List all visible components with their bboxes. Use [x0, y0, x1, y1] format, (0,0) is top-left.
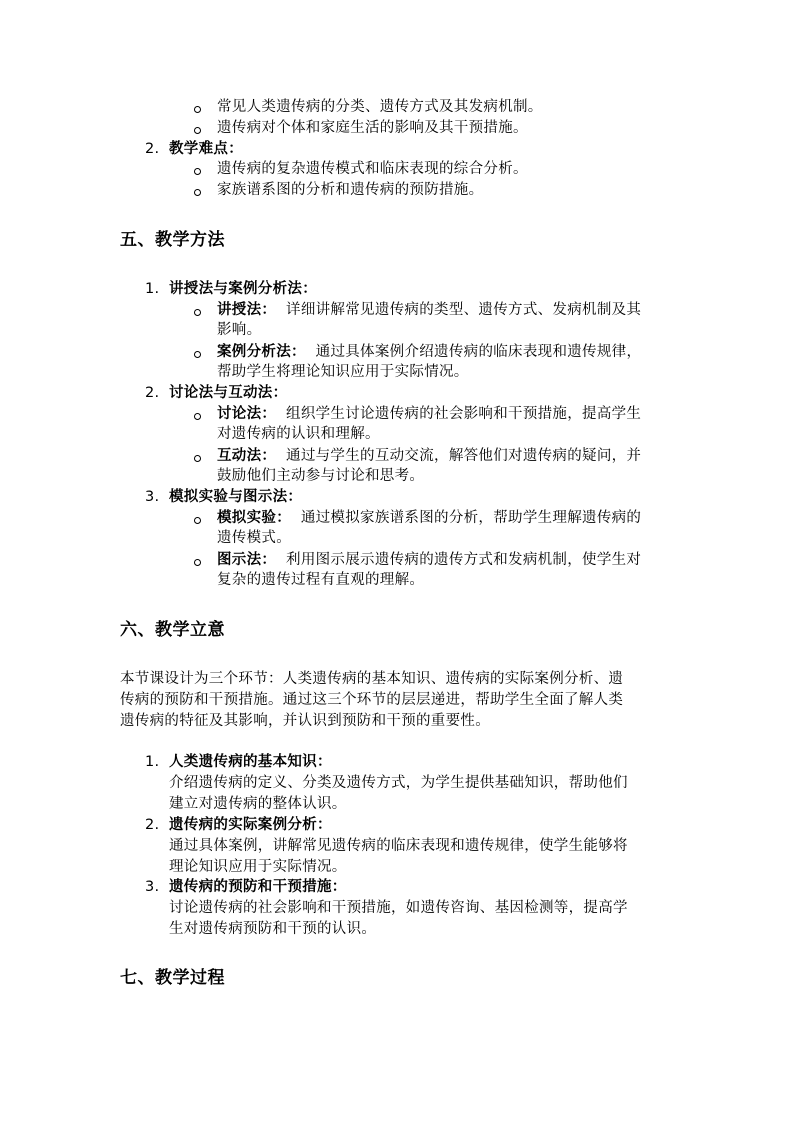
bullet-circle-icon: [194, 559, 201, 566]
method-sub-item: [217, 508, 641, 528]
method-sub-text: 对遗传病的认识和理解。: [217, 426, 380, 442]
list-number: 3.: [145, 879, 160, 895]
method-sub-item: [217, 550, 641, 570]
difficulty-bullet: 遗传病的复杂遗传模式和临床表现的综合分析。: [217, 161, 528, 177]
stage-text: 通过具体案例，讲解常见遗传病的临床表现和遗传规律，使学生能够将: [169, 838, 628, 854]
difficulties-label: 教学难点：: [169, 141, 243, 157]
stage-text: 建立对遗传病的整体认识。: [169, 796, 347, 812]
method-sub-term: 讨论法：: [217, 406, 277, 422]
bullet-circle-icon: [194, 168, 201, 175]
paragraph-line: 传病的预防和干预措施。通过这三个环节的层层递进，帮助学生全面了解人类: [120, 692, 624, 708]
method-sub-term: 图示法：: [217, 552, 277, 568]
paragraph-line: 遗传病的特征及其影响，并认识到预防和干预的重要性。: [120, 713, 490, 729]
method-sub-text: 通过与学生的互动交流，解答他们对遗传病的疑问，并: [286, 448, 642, 464]
method-sub-term: 模拟实验：: [217, 510, 291, 526]
difficulty-bullet: 家族谱系图的分析和遗传病的预防措施。: [217, 182, 484, 198]
bullet-circle-icon: [194, 455, 201, 462]
stage-label: 人类遗传病的基本知识：: [169, 754, 332, 770]
section-heading: 六、教学立意: [120, 620, 225, 640]
method-sub-text: 遗传模式。: [217, 530, 291, 546]
key-point-bullet: 常见人类遗传病的分类、遗传方式及其发病机制。: [217, 99, 543, 115]
method-sub-text: 影响。: [217, 322, 262, 338]
list-number: 1.: [145, 754, 160, 770]
bullet-circle-icon: [194, 127, 201, 134]
list-number: 2.: [145, 817, 160, 833]
list-number: 1.: [145, 281, 160, 297]
section-heading: 五、教学方法: [120, 230, 225, 250]
method-sub-text: 鼓励他们主动参与讨论和思考。: [217, 468, 425, 484]
bullet-circle-icon: [194, 413, 201, 420]
list-number: 3.: [145, 489, 160, 505]
bullet-circle-icon: [194, 309, 201, 316]
method-sub-text: 组织学生讨论遗传病的社会影响和干预措施，提高学生: [286, 406, 642, 422]
method-label: 讨论法与互动法：: [169, 385, 288, 401]
stage-label: 遗传病的实际案例分析：: [169, 817, 332, 833]
method-sub-term: 互动法：: [217, 448, 277, 464]
stage-text: 理论知识应用于实际情况。: [169, 859, 347, 875]
bullet-circle-icon: [194, 517, 201, 524]
method-label: 模拟实验与图示法：: [169, 489, 303, 505]
bullet-circle-icon: [194, 189, 201, 196]
bullet-circle-icon: [194, 351, 201, 358]
stage-text: 介绍遗传病的定义、分类及遗传方式，为学生提供基础知识，帮助他们: [169, 775, 628, 791]
section-heading: 七、教学过程: [120, 968, 225, 988]
key-point-bullet: 遗传病对个体和家庭生活的影响及其干预措施。: [217, 120, 528, 136]
stage-label: 遗传病的预防和干预措施：: [169, 879, 347, 895]
stage-text: 生对遗传病预防和干预的认识。: [169, 921, 377, 937]
method-label: 讲授法与案例分析法：: [169, 281, 317, 297]
method-sub-item: [217, 300, 641, 320]
method-sub-text: 利用图示展示遗传病的遗传方式和发病机制，使学生对: [286, 552, 642, 568]
paragraph-line: 本节课设计为三个环节：人类遗传病的基本知识、遗传病的实际案例分析、遗: [120, 671, 624, 687]
list-number: 2.: [145, 141, 160, 157]
list-number: 2.: [145, 385, 160, 401]
method-sub-text: 通过模拟家族谱系图的分析，帮助学生理解遗传病的: [300, 510, 642, 526]
method-sub-term: 案例分析法：: [217, 344, 306, 360]
method-sub-term: 讲授法：: [217, 302, 277, 318]
method-sub-item: [217, 404, 641, 424]
method-sub-item: [217, 342, 641, 362]
method-sub-text: 帮助学生将理论知识应用于实际情况。: [217, 364, 469, 380]
stage-text: 讨论遗传病的社会影响和干预措施，如遗传咨询、基因检测等，提高学: [169, 900, 628, 916]
method-sub-text: 详细讲解常见遗传病的类型、遗传方式、发病机制及其: [286, 302, 642, 318]
method-sub-text: 复杂的遗传过程有直观的理解。: [217, 572, 425, 588]
method-sub-item: [217, 446, 641, 466]
bullet-circle-icon: [194, 106, 201, 113]
method-sub-text: 通过具体案例介绍遗传病的临床表现和遗传规律，: [315, 344, 642, 360]
